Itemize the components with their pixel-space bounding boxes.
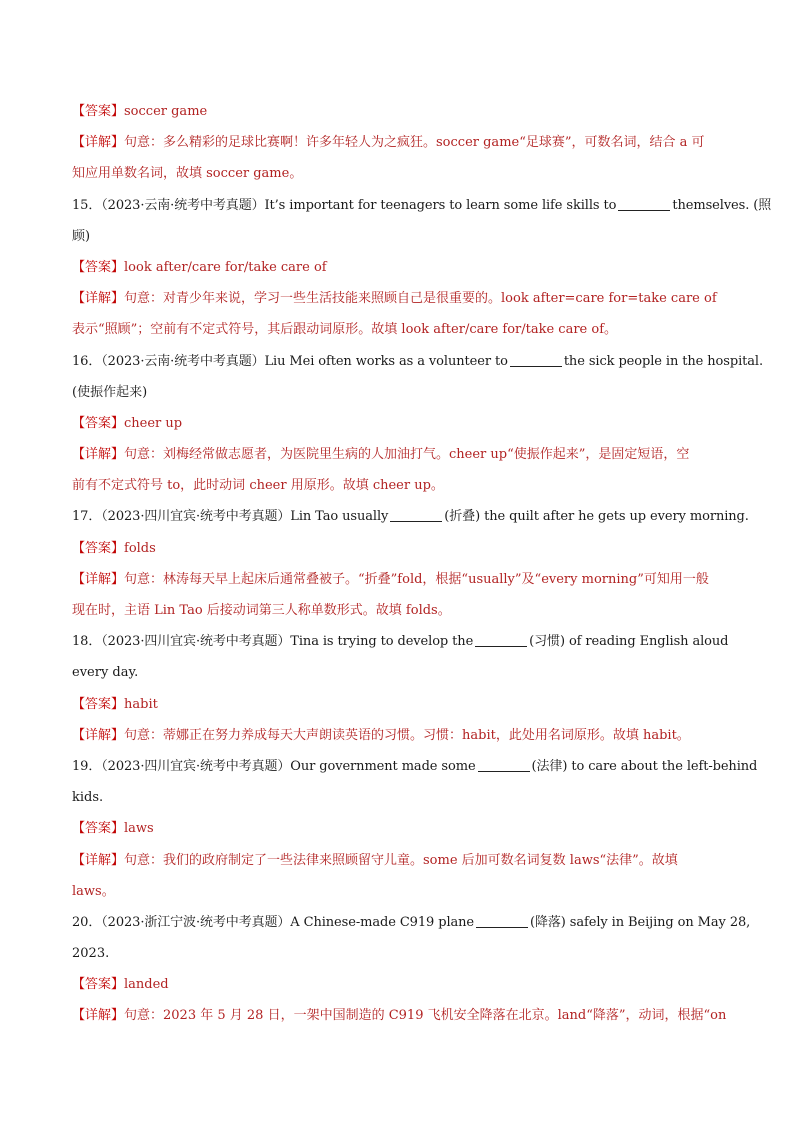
- detail-text: laws。: [72, 883, 115, 899]
- answer-text: landed: [124, 977, 169, 993]
- question-line: [72, 190, 772, 221]
- detail-line: [72, 314, 726, 345]
- detail-label: 【详解】: [72, 291, 125, 307]
- detail-line: [72, 127, 726, 158]
- question-line: [72, 501, 749, 532]
- question-text: kids.: [72, 790, 104, 806]
- answer-label: 【答案】: [72, 821, 125, 837]
- detail-text: 表示“照顾”；空前有不定式符号，其后跟动词原形。故填 look after/care for/take care of。: [72, 322, 618, 338]
- question-text: 2023.: [72, 946, 110, 962]
- answer-line: [72, 408, 726, 439]
- question-text: 20．（2023·浙江宁波·统考中考真题）A Chinese-made C919 plane: [72, 914, 475, 930]
- detail-text: 句意：2023 年 5 月 28 日，一架中国制造的 C919 飞机安全降落在北京。land“降落”，动词，根据“on: [124, 1008, 727, 1024]
- answer-line: [72, 533, 726, 564]
- detail-text: 句意：多么精彩的足球比赛啊！许多年轻人为之疯狂。soccer game“足球赛”，可数名词，结合 a 可: [124, 135, 705, 151]
- detail-line: [72, 876, 726, 907]
- question-text: (折叠) the quilt after he gets up every morning.: [444, 509, 749, 525]
- question-line: [72, 346, 764, 377]
- document-page: [72, 96, 772, 1032]
- answer-label: 【答案】: [72, 696, 125, 712]
- answer-text: laws: [124, 821, 154, 837]
- question-text: 17．（2023·四川宜宾·统考中考真题）Lin Tao usually: [72, 509, 389, 525]
- question-line: [72, 221, 726, 252]
- detail-text: 句意：我们的政府制定了一些法律来照顾留守儿童。some 后加可数名词复数 laws“法律”。故填: [124, 852, 678, 868]
- question-text: themselves. (照: [672, 197, 772, 213]
- question-text: every day.: [72, 665, 139, 681]
- answer-label: 【答案】: [72, 104, 125, 119]
- detail-text: 前有不定式符号 to，此时动词 cheer 用原形。故填 cheer up。: [72, 478, 444, 494]
- answer-line: [72, 813, 726, 844]
- detail-text: 知应用单数名词，故填 soccer game。: [72, 166, 303, 182]
- answer-line: [72, 969, 726, 1000]
- question-text: 15．（2023·云南·统考中考真题）It’s important for teenagers to learn some life skills to: [72, 197, 617, 213]
- answer-label: 【答案】: [72, 540, 125, 556]
- answer-label: 【答案】: [72, 977, 125, 993]
- detail-line: [72, 595, 726, 626]
- detail-label: 【详解】: [72, 1008, 125, 1024]
- answer-label: 【答案】: [72, 259, 125, 275]
- detail-line: [72, 845, 726, 876]
- question-line: [72, 377, 726, 408]
- question-text: 19．（2023·四川宜宾·统考中考真题）Our government made some: [72, 758, 476, 774]
- detail-line: [72, 158, 726, 189]
- detail-label: 【详解】: [72, 447, 125, 463]
- question-line: [72, 938, 726, 969]
- detail-label: 【详解】: [72, 571, 125, 587]
- detail-label: 【详解】: [72, 135, 125, 151]
- question-text: (降落) safely in Beijing on May 28,: [530, 914, 751, 930]
- detail-text: 现在时，主语 Lin Tao 后接动词第三人称单数形式。故填 folds。: [72, 603, 451, 618]
- answer-text: cheer up: [124, 415, 183, 431]
- answer-label: 【答案】: [72, 415, 125, 431]
- question-text: 顾): [72, 228, 91, 244]
- detail-text: 句意：林涛每天早上起床后通常叠被子。“折叠”fold，根据“usually”及“every morning”可知用一般: [124, 571, 709, 587]
- answer-text: habit: [124, 696, 158, 712]
- detail-line: [72, 720, 726, 751]
- detail-text: 句意：刘梅经常做志愿者，为医院里生病的人加油打气。cheer up“使振作起来”，是固定短语，空: [124, 447, 690, 463]
- detail-line: [72, 1000, 726, 1031]
- answer-text: folds: [124, 540, 156, 556]
- question-line: [72, 751, 758, 782]
- answer-line: [72, 689, 726, 720]
- question-text: (习惯) of reading English aloud: [529, 634, 729, 650]
- detail-line: [72, 564, 726, 595]
- answer-blank: [476, 913, 528, 928]
- detail-line: [72, 283, 726, 314]
- answer-line: [72, 252, 726, 283]
- question-line: [72, 626, 729, 657]
- question-text: the sick people in the hospital.: [563, 353, 764, 369]
- detail-text: 句意：蒂娜正在努力养成每天大声朗读英语的习惯。习惯：habit，此处用名词原形。故填 habit。: [124, 727, 690, 743]
- answer-blank: [618, 196, 670, 211]
- answer-blank: [475, 632, 527, 647]
- detail-label: 【详解】: [72, 727, 125, 743]
- question-line: [72, 907, 751, 938]
- question-text: 16．（2023·云南·统考中考真题）Liu Mei often works as a volunteer to: [72, 353, 508, 369]
- detail-label: 【详解】: [72, 852, 125, 868]
- detail-text: 句意：对青少年来说，学习一些生活技能来照顾自己是很重要的。look after=care for=take care of: [124, 291, 717, 307]
- question-text: 18．（2023·四川宜宾·统考中考真题）Tina is trying to develop the: [72, 634, 474, 650]
- answer-text: look after/care for/take care of: [124, 259, 327, 275]
- detail-line: [72, 439, 726, 470]
- question-line: [72, 657, 726, 688]
- answer-blank: [510, 352, 562, 367]
- answer-blank: [390, 507, 442, 522]
- detail-line: [72, 470, 726, 501]
- question-text: (使振作起来): [72, 384, 148, 400]
- question-line: [72, 782, 726, 813]
- answer-text: soccer game: [124, 104, 208, 119]
- answer-line: [72, 96, 726, 127]
- answer-blank: [478, 757, 530, 772]
- question-text: (法律) to care about the left-behind: [531, 758, 758, 774]
